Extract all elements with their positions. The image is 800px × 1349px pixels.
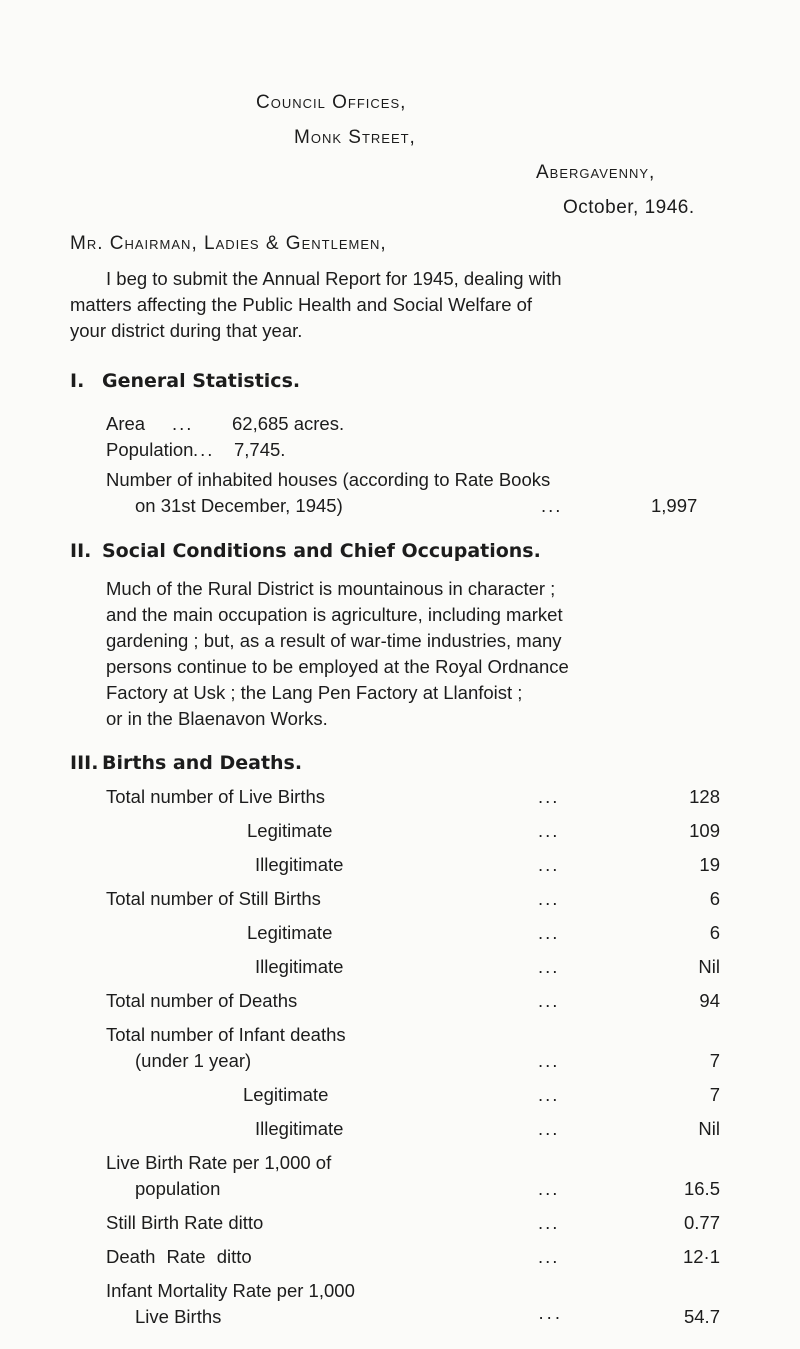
section-title: Births and Deaths. bbox=[102, 752, 303, 774]
row-value: 16.5 bbox=[683, 1178, 720, 1199]
row-value: 94 bbox=[699, 990, 720, 1011]
section-title: Social Conditions and Chief Occupations. bbox=[102, 540, 541, 562]
section-heading-births bbox=[70, 752, 302, 774]
row-value: 128 bbox=[689, 786, 720, 807]
row-value: 6 bbox=[709, 888, 720, 909]
social-line-6: or in the Blaenavon Works. bbox=[106, 708, 328, 729]
row-dots: ... bbox=[538, 854, 560, 875]
row-value: 7 bbox=[709, 1050, 720, 1071]
table-row bbox=[0, 956, 800, 984]
table-row bbox=[0, 1050, 800, 1078]
section-title: General Statistics. bbox=[102, 370, 301, 392]
row-dots: ... bbox=[538, 1178, 560, 1199]
table-row bbox=[0, 1306, 800, 1334]
area-value: 62,685 acres. bbox=[232, 413, 345, 434]
row-label: (under 1 year) bbox=[135, 1050, 252, 1071]
houses-line-1: Number of inhabited houses (according to Rate Books bbox=[106, 469, 551, 490]
row-value: 0.77 bbox=[683, 1212, 720, 1233]
row-label: Live Births bbox=[135, 1306, 222, 1327]
table-row bbox=[0, 1024, 800, 1052]
social-line-5: Factory at Usk ; the Lang Pen Factory at Llanfoist ; bbox=[106, 682, 523, 703]
row-dots: ... bbox=[538, 1084, 560, 1105]
address-line-2: Monk Street, bbox=[294, 127, 416, 148]
letter-date: October, 1946. bbox=[563, 197, 695, 218]
row-dots: ... bbox=[538, 786, 560, 807]
row-label: population bbox=[135, 1178, 221, 1199]
row-dots: ... bbox=[538, 888, 560, 909]
address-line-1: Council Offices, bbox=[256, 92, 407, 113]
area-dots: ... bbox=[172, 413, 194, 434]
table-row bbox=[0, 990, 800, 1018]
row-value: 19 bbox=[699, 854, 720, 875]
row-dots: ... bbox=[538, 820, 560, 841]
table-row bbox=[0, 1118, 800, 1146]
row-label: Still Birth Rate ditto bbox=[106, 1212, 264, 1233]
row-dots: ... bbox=[538, 1050, 560, 1071]
table-row bbox=[0, 1212, 800, 1240]
houses-dots: ... bbox=[541, 495, 563, 516]
row-label: Legitimate bbox=[247, 922, 333, 943]
row-label: Live Birth Rate per 1,000 of bbox=[106, 1152, 332, 1173]
social-line-2: and the main occupation is agriculture, including market bbox=[106, 604, 563, 625]
row-dots: ... bbox=[538, 1118, 560, 1139]
address-line-3: Abergavenny, bbox=[536, 162, 656, 183]
row-value: 54.7 bbox=[683, 1306, 720, 1327]
row-label: Total number of Infant deaths bbox=[106, 1024, 346, 1045]
section-number: I. bbox=[70, 370, 85, 392]
social-line-3: gardening ; but, as a result of war-time industries, many bbox=[106, 630, 562, 651]
row-label: Infant Mortality Rate per 1,000 bbox=[106, 1280, 355, 1301]
intro-line-2: matters affecting the Public Health and Social Welfare of bbox=[70, 294, 533, 315]
table-row bbox=[0, 1152, 800, 1180]
section-number: III. bbox=[70, 752, 99, 774]
social-line-4: persons continue to be employed at the Royal Ordnance bbox=[106, 656, 569, 677]
row-value: 7 bbox=[709, 1084, 720, 1105]
row-dots: ... bbox=[538, 990, 560, 1011]
table-row bbox=[0, 854, 800, 882]
houses-line-2: on 31st December, 1945) bbox=[135, 495, 343, 516]
row-value: 109 bbox=[689, 820, 720, 841]
row-value: Nil bbox=[698, 1118, 720, 1139]
section-heading-general bbox=[70, 370, 300, 392]
row-label: Death Rate ditto bbox=[106, 1246, 252, 1267]
table-row bbox=[0, 1280, 800, 1308]
houses-value: 1,997 bbox=[651, 495, 698, 516]
row-value: Nil bbox=[698, 956, 720, 977]
population-label: Population bbox=[106, 439, 194, 460]
social-line-1: Much of the Rural District is mountainous in character ; bbox=[106, 578, 556, 599]
table-row bbox=[0, 888, 800, 916]
row-label: Illegitimate bbox=[255, 1118, 344, 1139]
row-dots: ... bbox=[538, 956, 560, 977]
row-dots: ... bbox=[538, 922, 560, 943]
row-label: Total number of Live Births bbox=[106, 786, 326, 807]
row-label: Illegitimate bbox=[255, 956, 344, 977]
row-value: 12·1 bbox=[682, 1246, 720, 1267]
section-number: II. bbox=[70, 540, 92, 562]
row-dots: ··· bbox=[538, 1306, 563, 1327]
table-row bbox=[0, 1178, 800, 1206]
table-row bbox=[0, 786, 800, 814]
row-label: Illegitimate bbox=[255, 854, 344, 875]
row-value: 6 bbox=[709, 922, 720, 943]
table-row bbox=[0, 820, 800, 848]
area-label: Area bbox=[106, 413, 146, 434]
table-row bbox=[0, 922, 800, 950]
row-label: Total number of Still Births bbox=[106, 888, 321, 909]
population-value: 7,745. bbox=[234, 439, 286, 460]
salutation: Mr. Chairman, Ladies & Gentlemen, bbox=[70, 233, 387, 254]
table-row bbox=[0, 1084, 800, 1112]
row-label: Total number of Deaths bbox=[106, 990, 298, 1011]
row-label: Legitimate bbox=[243, 1084, 329, 1105]
row-dots: ... bbox=[538, 1212, 560, 1233]
row-dots: ... bbox=[538, 1246, 560, 1267]
row-label: Legitimate bbox=[247, 820, 333, 841]
intro-line-3: your district during that year. bbox=[70, 320, 303, 341]
intro-line-1: I beg to submit the Annual Report for 1945, dealing with bbox=[106, 268, 562, 289]
table-row bbox=[0, 1246, 800, 1274]
population-dots: ... bbox=[193, 439, 215, 460]
section-heading-social bbox=[70, 540, 541, 562]
